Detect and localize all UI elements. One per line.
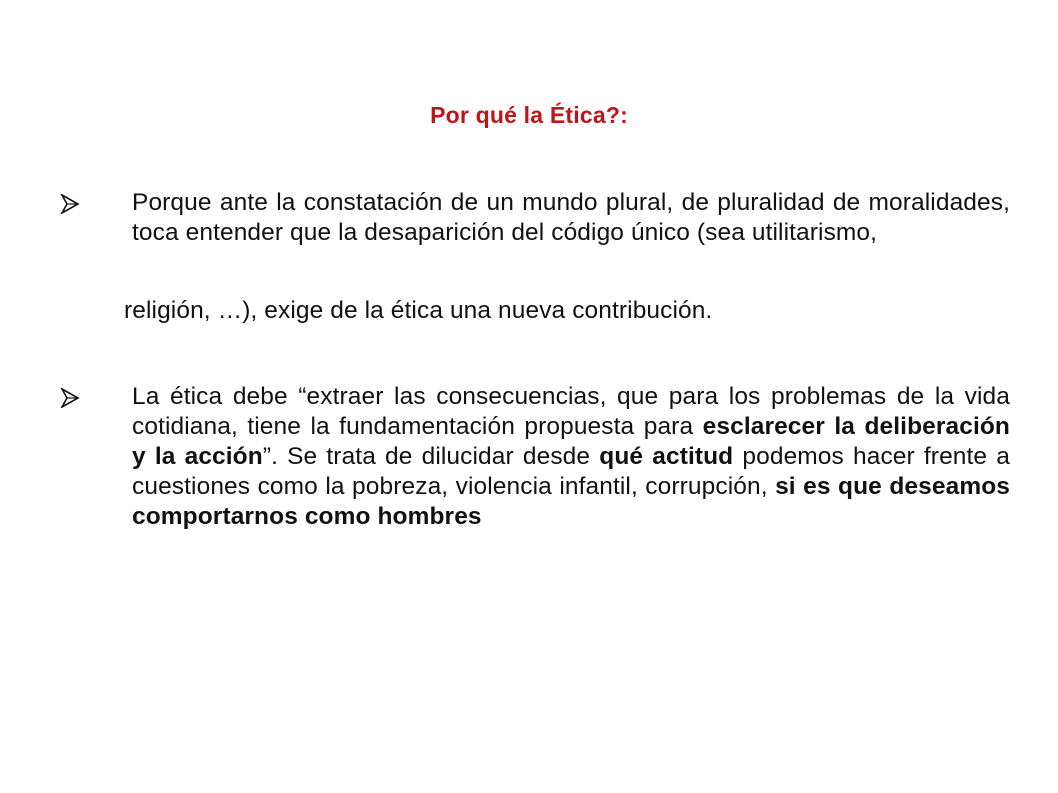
bullet-item-2 xyxy=(60,382,1010,532)
arrow-bullet-icon xyxy=(60,382,132,408)
bullet-continuation-1: religión, …), exige de la ética una nueva contribución. xyxy=(124,297,713,324)
bullet-text-2 xyxy=(132,382,1010,532)
arrow-bullet-icon xyxy=(60,188,132,214)
bullet-item-1 xyxy=(60,188,1010,248)
bullet-2-bold-part: si es que deseamos comportarnos como hombres xyxy=(132,473,1010,530)
bullet-2-part: La ética debe “extraer las consecuencias, que para los problemas de la vida cotidiana, tiene la fundamentación propuesta para xyxy=(132,383,1010,440)
slide-title: Por qué la Ética?: xyxy=(430,102,628,128)
bullet-2-part: podemos hacer frente a cuestiones como la pobreza, violencia infantil, corrupción, xyxy=(132,443,1010,500)
bullet-text-1: Porque ante la constatación de un mundo plural, de pluralidad de moralidades, toca entender que la desaparición del código único (sea utilitarismo, xyxy=(132,189,1010,246)
bullet-2-bold-part: esclarecer la deliberación y la acción xyxy=(132,413,1010,470)
bullet-2-bold-part: qué actitud xyxy=(599,443,734,470)
bullet-2-part: ”. Se trata de dilucidar desde xyxy=(262,443,600,470)
